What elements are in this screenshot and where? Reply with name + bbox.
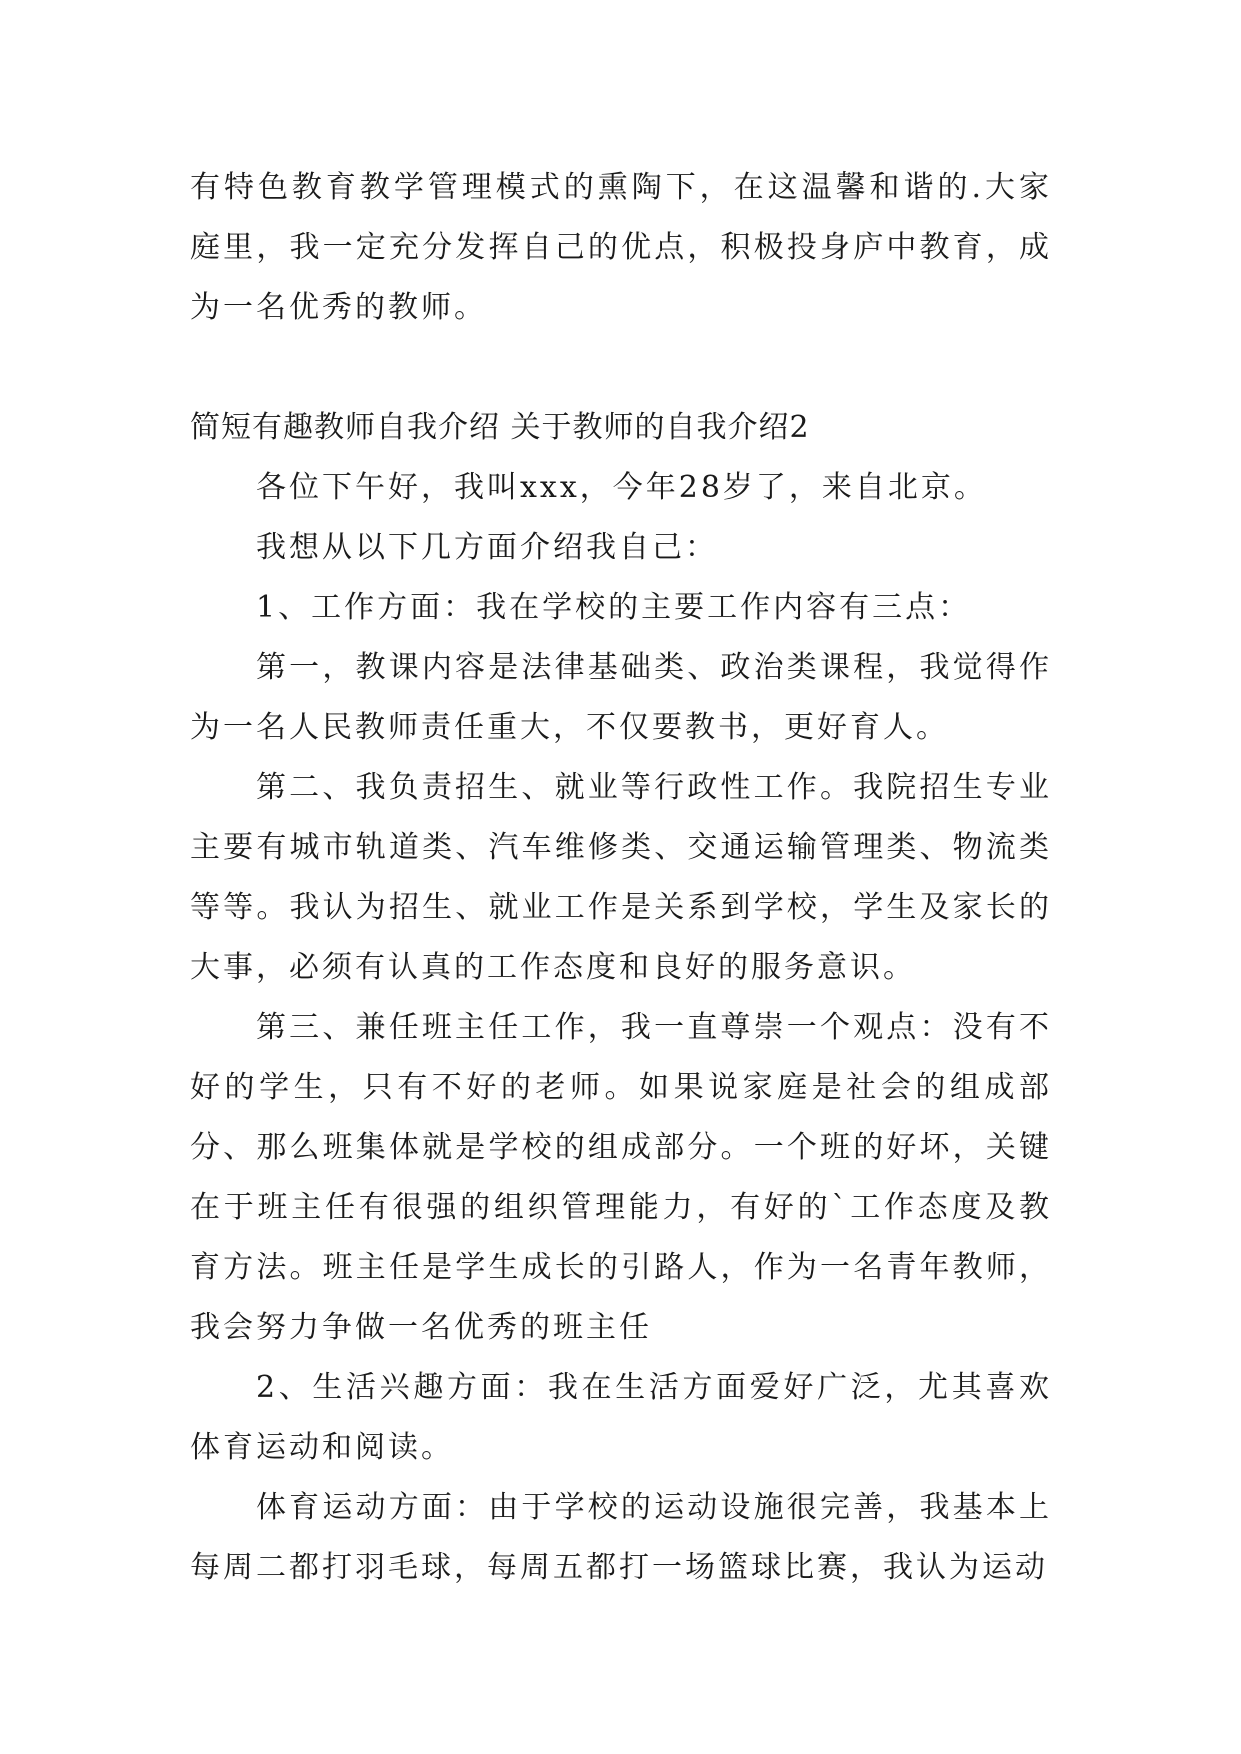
document-body [190,158,1052,1598]
lead-paragraph: 有特色教育教学管理模式的熏陶下，在这温馨和谐的.大家庭里，我一定充分发挥自己的优点，积极投身庐中教育，成为一名优秀的教师。 [190,170,1052,325]
paragraph-work-aspect: 1、工作方面：我在学校的主要工作内容有三点： [256,590,972,625]
paragraph-third-point: 第三、兼任班主任工作，我一直尊崇一个观点：没有不好的学生，只有不好的老师。如果说家庭是社会的组成部分、那么班集体就是学校的组成部分。一个班的好坏，关键在于班主任有很强的组织管理能力，有好的`工作态度及教育方法。班主任是学生成长的引路人，作为一名青年教师，我会努力争做一名优秀的班主任 [190,1010,1052,1345]
paragraph-intro: 我想从以下几方面介绍我自己： [256,530,718,565]
paragraph-life-interests: 2、生活兴趣方面：我在生活方面爱好广泛，尤其喜欢体育运动和阅读。 [190,1370,1052,1465]
paragraph-first-point: 第一，教课内容是法律基础类、政治类课程，我觉得作为一名人民教师责任重大，不仅要教书，更好育人。 [190,650,1052,745]
section-heading: 简短有趣教师自我介绍 关于教师的自我介绍2 [190,410,810,445]
paragraph-sports: 体育运动方面：由于学校的运动设施很完善，我基本上每周二都打羽毛球，每周五都打一场篮球比赛，我认为运动 [190,1490,1052,1585]
paragraph-greeting: 各位下午好，我叫xxx，今年28岁了，来自北京。 [256,470,987,505]
paragraph-second-point: 第二、我负责招生、就业等行政性工作。我院招生专业主要有城市轨道类、汽车维修类、交通运输管理类、物流类等等。我认为招生、就业工作是关系到学校，学生及家长的大事，必须有认真的工作态度和良好的服务意识。 [190,770,1052,985]
